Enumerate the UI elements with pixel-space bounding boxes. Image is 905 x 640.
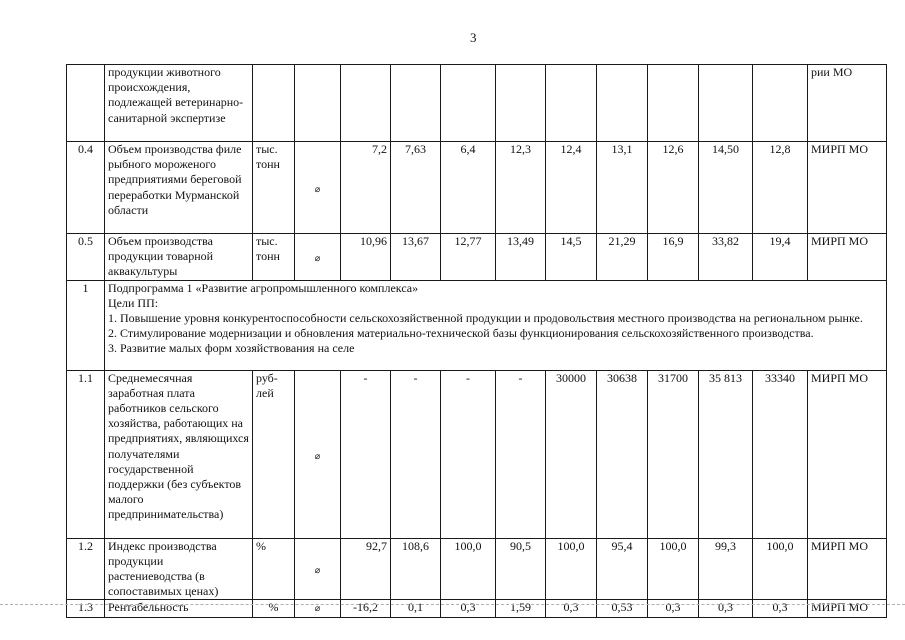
- value-cell: 108,6: [391, 538, 441, 600]
- value-cell: -16,2: [341, 600, 391, 617]
- table-row: [67, 370, 887, 538]
- value-cell: [597, 65, 648, 142]
- row-number: 0.4: [67, 142, 105, 234]
- value-cell: [496, 65, 546, 142]
- value-cell: -: [341, 370, 391, 538]
- value-cell: 14,5: [546, 234, 597, 281]
- tick-mark: ⌀: [314, 183, 321, 194]
- value-cell: 21,29: [597, 234, 648, 281]
- indicator-name: Рентабельность: [105, 600, 253, 617]
- value-cell: 16,9: [648, 234, 699, 281]
- value-cell: 0,3: [699, 600, 753, 617]
- row-number: 1: [67, 280, 105, 370]
- table-row: [67, 538, 887, 600]
- value-cell: 13,67: [391, 234, 441, 281]
- value-cell: 30000: [546, 370, 597, 538]
- value-cell: 31700: [648, 370, 699, 538]
- subprogram-description: [105, 280, 887, 370]
- page-number: 3: [470, 30, 477, 45]
- value-cell: 0,3: [648, 600, 699, 617]
- value-cell: 90,5: [496, 538, 546, 600]
- value-cell: 0,1: [391, 600, 441, 617]
- row-number: 1.1: [67, 370, 105, 538]
- value-cell: 0,3: [546, 600, 597, 617]
- responsible-cell: МИРП МО: [808, 142, 887, 234]
- value-cell: [699, 65, 753, 142]
- value-cell: [341, 65, 391, 142]
- value-cell: 0,3: [441, 600, 496, 617]
- mark-cell: [295, 370, 341, 538]
- indicator-name: Индекс производства продукции растениеводства (в сопоставимых ценах): [105, 538, 253, 600]
- indicator-name: Среднемесячная заработная плата работников сельского хозяйства, работающих на предприятиях, являющихся получателями государственной поддержки (без субъектов малого предпринимательства): [105, 370, 253, 538]
- row-number: 1.2: [67, 538, 105, 600]
- row-number: 1.3: [67, 600, 105, 617]
- responsible-cell: МИРП МО: [808, 370, 887, 538]
- value-cell: 12,3: [496, 142, 546, 234]
- mark-cell: [295, 142, 341, 234]
- tick-mark: ⌀: [314, 450, 321, 461]
- value-cell: 100,0: [546, 538, 597, 600]
- row-number: [67, 65, 105, 142]
- goal-item: 3. Развитие малых форм хозяйствования на селе: [108, 341, 355, 356]
- scan-artifact-line: [0, 604, 905, 606]
- responsible-cell: МИРП МО: [808, 538, 887, 600]
- value-cell: 13,49: [496, 234, 546, 281]
- goals-label: Цели ПП:: [108, 295, 159, 310]
- value-cell: 33340: [753, 370, 808, 538]
- table-row: [67, 65, 887, 142]
- value-cell: 13,1: [597, 142, 648, 234]
- value-cell: 100,0: [441, 538, 496, 600]
- value-cell: [441, 65, 496, 142]
- responsible-cell: МИРП МО: [808, 600, 887, 617]
- value-cell: 7,63: [391, 142, 441, 234]
- responsible-cell: рии МО: [808, 65, 887, 142]
- value-cell: 12,8: [753, 142, 808, 234]
- value-cell: 7,2: [341, 142, 391, 234]
- indicator-name: продукции животного происхождения, подлежащей ветеринарно-санитарной экспертизе: [105, 65, 253, 142]
- value-cell: 12,6: [648, 142, 699, 234]
- value-cell: 95,4: [597, 538, 648, 600]
- indicators-table: [66, 64, 887, 618]
- value-cell: -: [496, 370, 546, 538]
- mark-cell: [295, 234, 341, 281]
- value-cell: 30638: [597, 370, 648, 538]
- value-cell: -: [441, 370, 496, 538]
- value-cell: 6,4: [441, 142, 496, 234]
- unit-cell: %: [253, 538, 295, 600]
- table-row: [67, 234, 887, 281]
- unit-cell: тыс. тонн: [253, 234, 295, 281]
- value-cell: 1,59: [496, 600, 546, 617]
- value-cell: [391, 65, 441, 142]
- value-cell: 14,50: [699, 142, 753, 234]
- goal-item: 2. Стимулирование модернизации и обновления материально-технической базы функционирования сельскохозяйственного производства.: [108, 326, 814, 341]
- unit-cell: [253, 65, 295, 142]
- value-cell: [753, 65, 808, 142]
- responsible-cell: МИРП МО: [808, 234, 887, 281]
- value-cell: 12,4: [546, 142, 597, 234]
- tick-mark: ⌀: [314, 253, 321, 264]
- indicator-name: Объем производства филе рыбного мороженого предприятиями береговой переработки Мурманской области: [105, 142, 253, 234]
- indicator-name: Объем производства продукции товарной аквакультуры: [105, 234, 253, 281]
- mark-cell: [295, 65, 341, 142]
- value-cell: 92,7: [341, 538, 391, 600]
- value-cell: 35 813: [699, 370, 753, 538]
- value-cell: 99,3: [699, 538, 753, 600]
- value-cell: 33,82: [699, 234, 753, 281]
- table-row: [67, 142, 887, 234]
- mark-cell: [295, 600, 341, 617]
- tick-mark: ⌀: [314, 603, 321, 614]
- mark-cell: [295, 538, 341, 600]
- value-cell: 19,4: [753, 234, 808, 281]
- table-row: [67, 600, 887, 617]
- goal-item: 1. Повышение уровня конкурентоспособности сельскохозяйственной продукции и продовольствия местного производства на региональном рынке.: [108, 311, 863, 326]
- tick-mark: ⌀: [314, 565, 321, 576]
- unit-cell: руб-лей: [253, 370, 295, 538]
- subprogram-title: Подпрограмма 1 «Развитие агропромышленного комплекса»: [108, 280, 419, 295]
- subprogram-row: [67, 280, 887, 370]
- unit-cell: %: [253, 600, 295, 617]
- row-number: 0.5: [67, 234, 105, 281]
- value-cell: [546, 65, 597, 142]
- value-cell: 100,0: [753, 538, 808, 600]
- value-cell: 0,53: [597, 600, 648, 617]
- value-cell: 0,3: [753, 600, 808, 617]
- value-cell: 10,96: [341, 234, 391, 281]
- value-cell: -: [391, 370, 441, 538]
- value-cell: [648, 65, 699, 142]
- value-cell: 12,77: [441, 234, 496, 281]
- unit-cell: тыс. тонн: [253, 142, 295, 234]
- value-cell: 100,0: [648, 538, 699, 600]
